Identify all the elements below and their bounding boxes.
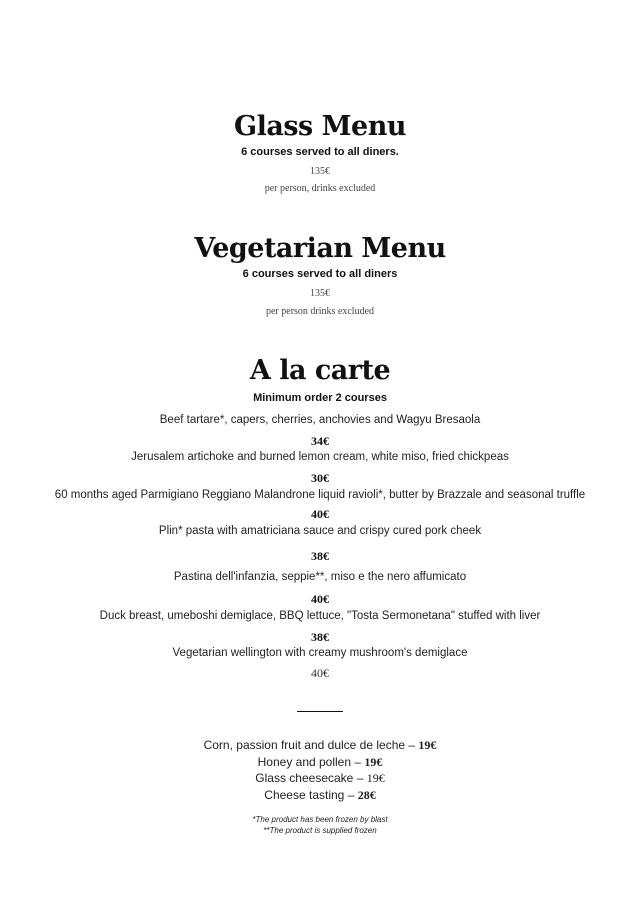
dish-name: Pastina dell'infanzia, seppie**, miso e the nero affumicato (173, 571, 467, 583)
dish-name: Vegetarian wellington with creamy mushroom's demiglace (172, 647, 468, 659)
a-la-carte-subtitle: Minimum order 2 courses (253, 392, 387, 404)
dish-name: Beef tartare*, capers, cherries, anchovies and Wagyu Bresaola (159, 414, 481, 426)
glass-menu-title: Glass Menu (234, 111, 406, 142)
dessert-item: Glass cheesecake – 19€ (255, 771, 385, 785)
dessert-item: Honey and pollen – 19€ (257, 755, 383, 769)
vegetarian-menu-subtitle: 6 courses served to all diners (242, 268, 398, 280)
dish-name: 60 months aged Parmigiano Reggiano Malandrone liquid ravioli*, butter by Brazzale and seasonal truffle (54, 489, 586, 501)
dessert-item: Corn, passion fruit and dulce de leche – 19€ (203, 738, 437, 752)
dish-name: Duck breast, umeboshi demiglace, BBQ lettuce, "Tosta Sermonetana" stuffed with liver (99, 610, 541, 622)
glass-menu-subtitle: 6 courses served to all diners. (241, 146, 399, 158)
a-la-carte-title: A la carte (249, 355, 391, 386)
vegetarian-menu-title: Vegetarian Menu (194, 233, 446, 264)
vegetarian-menu-price: 135€ (310, 288, 330, 299)
dish-price: 38€ (311, 549, 329, 563)
dish-name: Jerusalem artichoke and burned lemon cream, white miso, fried chickpeas (131, 451, 509, 463)
footnote: **The product is supplied frozen (263, 826, 377, 835)
vegetarian-menu-note: per person drinks excluded (265, 306, 375, 317)
dish-price: 34€ (311, 434, 329, 448)
glass-menu-price: 135€ (310, 166, 330, 177)
dish-price: 40€ (311, 507, 329, 521)
footnote: *The product has been frozen by blast (252, 815, 388, 824)
dish-name: Plin* pasta with amatriciana sauce and crispy cured pork cheek (158, 525, 482, 537)
dish-price: 40€ (311, 666, 329, 680)
dish-price: 40€ (311, 592, 329, 606)
divider (297, 711, 343, 712)
dish-price: 38€ (311, 630, 329, 644)
dessert-item: Cheese tasting – 28€ (264, 788, 376, 802)
glass-menu-note: per person, drinks excluded (264, 183, 376, 194)
dish-price: 30€ (311, 471, 329, 485)
